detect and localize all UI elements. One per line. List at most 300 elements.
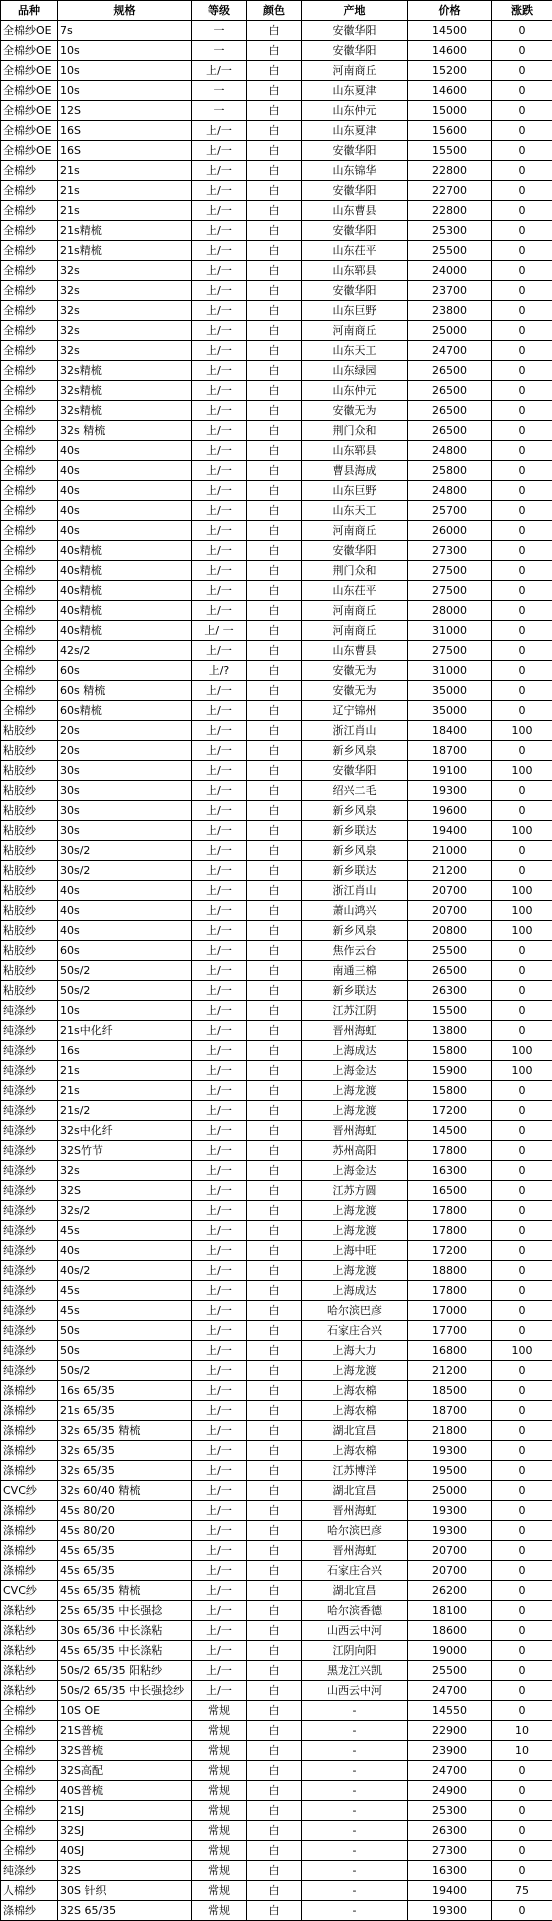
cell-color: 白 (247, 781, 302, 801)
cell-change: 100 (492, 881, 552, 901)
cell-change: 0 (492, 1001, 552, 1021)
cell-change: 0 (492, 681, 552, 701)
cell-change: 0 (492, 1641, 552, 1661)
table-row (1, 121, 552, 141)
cell-change: 0 (492, 1781, 552, 1801)
cell-variety: 全棉纱 (1, 461, 58, 481)
cell-change: 0 (492, 361, 552, 381)
cell-price: 18500 (408, 1381, 492, 1401)
cell-price: 20700 (408, 901, 492, 921)
cell-variety: 粘胶纱 (1, 741, 58, 761)
table-row (1, 841, 552, 861)
cell-origin: 湖北宜昌 (302, 1481, 408, 1501)
cell-variety: 涤棉纱 (1, 1421, 58, 1441)
cell-color: 白 (247, 1261, 302, 1281)
cell-price: 16500 (408, 1181, 492, 1201)
cell-origin: - (302, 1801, 408, 1821)
table-row (1, 621, 552, 641)
cell-variety: 全棉纱 (1, 1741, 58, 1761)
cell-color: 白 (247, 1681, 302, 1701)
cell-price: 15800 (408, 1041, 492, 1061)
table-row (1, 1321, 552, 1341)
table-row (1, 561, 552, 581)
cell-change: 0 (492, 181, 552, 201)
table-row (1, 861, 552, 881)
cell-grade: 上/一 (192, 581, 247, 601)
cell-origin: 山东锦华 (302, 161, 408, 181)
cell-change: 0 (492, 461, 552, 481)
cell-change: 100 (492, 921, 552, 941)
cell-change: 0 (492, 1681, 552, 1701)
cell-variety: 纯涤纱 (1, 1861, 58, 1881)
cell-color: 白 (247, 921, 302, 941)
cell-spec: 30s (58, 801, 192, 821)
cell-origin: 上海成达 (302, 1041, 408, 1061)
cell-change: 0 (492, 1241, 552, 1261)
cell-spec: 21s 65/35 (58, 1401, 192, 1421)
cell-origin: 江苏博洋 (302, 1461, 408, 1481)
cell-change: 0 (492, 401, 552, 421)
cell-change: 100 (492, 821, 552, 841)
cell-color: 白 (247, 81, 302, 101)
cell-price: 25000 (408, 1481, 492, 1501)
cell-origin: - (302, 1901, 408, 1921)
cell-variety: 纯涤纱 (1, 1081, 58, 1101)
cell-spec: 30S 针织 (58, 1881, 192, 1901)
cell-change: 0 (492, 1281, 552, 1301)
cell-origin: 山东巨野 (302, 301, 408, 321)
cell-grade: 一 (192, 21, 247, 41)
cell-variety: 全棉纱 (1, 361, 58, 381)
cell-color: 白 (247, 1181, 302, 1201)
cell-origin: 湖北宜昌 (302, 1581, 408, 1601)
cell-origin: 上海龙渡 (302, 1101, 408, 1121)
cell-change: 0 (492, 1861, 552, 1881)
cell-origin: 焦作云台 (302, 941, 408, 961)
cell-spec: 40s/2 (58, 1261, 192, 1281)
cell-change: 0 (492, 1821, 552, 1841)
cell-grade: 上/一 (192, 361, 247, 381)
cell-grade: 常规 (192, 1801, 247, 1821)
table-row (1, 981, 552, 1001)
cell-spec: 32s 60/40 精梳 (58, 1481, 192, 1501)
cell-change: 0 (492, 1161, 552, 1181)
cell-origin: 上海龙渡 (302, 1201, 408, 1221)
cell-color: 白 (247, 321, 302, 341)
cell-color: 白 (247, 1401, 302, 1421)
cell-grade: 上/一 (192, 281, 247, 301)
table-header (1, 1, 552, 21)
cell-origin: 石家庄合兴 (302, 1561, 408, 1581)
table-row (1, 1101, 552, 1121)
table-row (1, 401, 552, 421)
table-row (1, 1661, 552, 1681)
cell-origin: 安徽华阳 (302, 181, 408, 201)
table-row (1, 81, 552, 101)
cell-price: 25300 (408, 221, 492, 241)
cell-price: 25500 (408, 1661, 492, 1681)
cell-color: 白 (247, 1121, 302, 1141)
cell-change: 0 (492, 481, 552, 501)
table-row (1, 1561, 552, 1581)
cell-price: 26200 (408, 1581, 492, 1601)
cell-change: 75 (492, 1881, 552, 1901)
cell-variety: 纯涤纱 (1, 1101, 58, 1121)
table-row (1, 1701, 552, 1721)
cell-variety: 全棉纱 (1, 701, 58, 721)
cell-change: 0 (492, 81, 552, 101)
cell-change: 0 (492, 1021, 552, 1041)
cell-change: 0 (492, 961, 552, 981)
cell-color: 白 (247, 1581, 302, 1601)
cell-color: 白 (247, 1521, 302, 1541)
cell-color: 白 (247, 1701, 302, 1721)
table-row (1, 1381, 552, 1401)
table-row (1, 761, 552, 781)
cell-grade: 上/一 (192, 761, 247, 781)
cell-grade: 上/ 一 (192, 621, 247, 641)
cell-variety: 全棉纱 (1, 601, 58, 621)
cell-change: 0 (492, 1501, 552, 1521)
table-row (1, 1761, 552, 1781)
cell-origin: 萧山鸿兴 (302, 901, 408, 921)
table-row (1, 361, 552, 381)
cell-origin: 荆门众和 (302, 421, 408, 441)
cell-variety: 全棉纱 (1, 481, 58, 501)
cell-change: 0 (492, 441, 552, 461)
cell-grade: 上/一 (192, 1521, 247, 1541)
table-row (1, 1361, 552, 1381)
cell-spec: 21S普梳 (58, 1721, 192, 1741)
cell-spec: 40s (58, 441, 192, 461)
cell-origin: - (302, 1821, 408, 1841)
cell-price: 15000 (408, 101, 492, 121)
cell-price: 27300 (408, 541, 492, 561)
cell-grade: 上/一 (192, 221, 247, 241)
cell-color: 白 (247, 1381, 302, 1401)
cell-change: 100 (492, 721, 552, 741)
cell-color: 白 (247, 1461, 302, 1481)
cell-spec: 40s精梳 (58, 621, 192, 641)
table-row (1, 921, 552, 941)
cell-color: 白 (247, 341, 302, 361)
cell-grade: 上/一 (192, 1061, 247, 1081)
cell-grade: 上/一 (192, 1041, 247, 1061)
table-row (1, 1261, 552, 1281)
cell-variety: 粘胶纱 (1, 761, 58, 781)
cell-origin: 安徽无为 (302, 401, 408, 421)
cell-grade: 上/一 (192, 881, 247, 901)
table-row (1, 901, 552, 921)
cell-origin: 石家庄合兴 (302, 1321, 408, 1341)
cell-origin: 新乡风泉 (302, 741, 408, 761)
cell-price: 27500 (408, 561, 492, 581)
cell-grade: 上/一 (192, 1541, 247, 1561)
cell-color: 白 (247, 1601, 302, 1621)
cell-grade: 上/一 (192, 421, 247, 441)
cell-origin: 山东仲元 (302, 101, 408, 121)
cell-price: 26300 (408, 981, 492, 1001)
cell-variety: 纯涤纱 (1, 1241, 58, 1261)
cell-change: 0 (492, 1441, 552, 1461)
cell-origin: 晋州海虹 (302, 1501, 408, 1521)
cell-grade: 上/一 (192, 901, 247, 921)
cell-variety: 全棉纱 (1, 161, 58, 181)
cell-spec: 32s (58, 301, 192, 321)
table-row (1, 1461, 552, 1481)
cell-variety: 粘胶纱 (1, 941, 58, 961)
cell-variety: 人棉纱 (1, 1881, 58, 1901)
cell-color: 白 (247, 621, 302, 641)
table-row (1, 1281, 552, 1301)
table-row (1, 1141, 552, 1161)
cell-change: 0 (492, 941, 552, 961)
cell-change: 0 (492, 1481, 552, 1501)
cell-price: 15500 (408, 1001, 492, 1021)
cell-price: 24700 (408, 1681, 492, 1701)
table-row (1, 961, 552, 981)
cell-change: 0 (492, 1121, 552, 1141)
table-row (1, 1481, 552, 1501)
cell-variety: 全棉纱 (1, 1801, 58, 1821)
cell-grade: 上/一 (192, 1601, 247, 1621)
table-row (1, 1241, 552, 1261)
cell-color: 白 (247, 721, 302, 741)
cell-variety: 全棉纱 (1, 1821, 58, 1841)
cell-color: 白 (247, 1001, 302, 1021)
cell-price: 26500 (408, 961, 492, 981)
cell-grade: 上/一 (192, 1081, 247, 1101)
cell-change: 0 (492, 1301, 552, 1321)
cell-variety: 全棉纱OE (1, 121, 58, 141)
cell-spec: 16S (58, 141, 192, 161)
table-row (1, 281, 552, 301)
cell-variety: 粘胶纱 (1, 881, 58, 901)
cell-price: 17800 (408, 1141, 492, 1161)
cell-spec: 50s/2 65/35 中长强捻纱 (58, 1681, 192, 1701)
cell-variety: 粘胶纱 (1, 841, 58, 861)
cell-variety: 全棉纱 (1, 181, 58, 201)
cell-grade: 上/一 (192, 861, 247, 881)
cell-grade: 上/一 (192, 1401, 247, 1421)
cell-variety: 纯涤纱 (1, 1121, 58, 1141)
cell-change: 0 (492, 1421, 552, 1441)
cell-grade: 上/一 (192, 1661, 247, 1681)
cell-spec: 45s (58, 1221, 192, 1241)
cell-color: 白 (247, 1641, 302, 1661)
cell-variety: 涤棉纱 (1, 1541, 58, 1561)
cell-color: 白 (247, 181, 302, 201)
header-row (1, 1, 552, 21)
table-row (1, 1021, 552, 1041)
table-row (1, 161, 552, 181)
cell-change: 0 (492, 1261, 552, 1281)
cell-spec: 32S 65/35 (58, 1901, 192, 1921)
table-row (1, 241, 552, 261)
cell-spec: 45s 65/35 精梳 (58, 1581, 192, 1601)
table-row (1, 681, 552, 701)
cell-variety: 纯涤纱 (1, 1041, 58, 1061)
cell-grade: 上/一 (192, 1261, 247, 1281)
cell-origin: - (302, 1741, 408, 1761)
cell-color: 白 (247, 1221, 302, 1241)
cell-price: 20700 (408, 1541, 492, 1561)
cell-price: 35000 (408, 701, 492, 721)
cell-color: 白 (247, 1861, 302, 1881)
cell-origin: 江苏江阴 (302, 1001, 408, 1021)
cell-color: 白 (247, 161, 302, 181)
cell-origin: 安徽无为 (302, 661, 408, 681)
cell-spec: 40s精梳 (58, 581, 192, 601)
cell-change: 0 (492, 621, 552, 641)
cell-variety: 全棉纱 (1, 241, 58, 261)
cell-origin: 晋州海虹 (302, 1541, 408, 1561)
cell-color: 白 (247, 901, 302, 921)
cell-color: 白 (247, 221, 302, 241)
cell-color: 白 (247, 1441, 302, 1461)
cell-color: 白 (247, 761, 302, 781)
cell-origin: 山东郓县 (302, 441, 408, 461)
cell-variety: 纯涤纱 (1, 1261, 58, 1281)
cell-change: 0 (492, 521, 552, 541)
cell-variety: 涤棉纱 (1, 1461, 58, 1481)
cell-origin: 绍兴二毛 (302, 781, 408, 801)
cell-color: 白 (247, 1361, 302, 1381)
header-variety: 品种 (1, 1, 58, 21)
cell-variety: 全棉纱OE (1, 81, 58, 101)
cell-change: 0 (492, 1221, 552, 1241)
cell-price: 17200 (408, 1101, 492, 1121)
table-row (1, 581, 552, 601)
cell-origin: 山东天工 (302, 501, 408, 521)
cell-price: 22800 (408, 201, 492, 221)
cell-variety: 全棉纱 (1, 541, 58, 561)
cell-change: 100 (492, 1041, 552, 1061)
cell-spec: 50s (58, 1321, 192, 1341)
cell-color: 白 (247, 821, 302, 841)
cell-origin: 浙江肖山 (302, 881, 408, 901)
cell-grade: 上/一 (192, 821, 247, 841)
cell-spec: 21s中化纤 (58, 1021, 192, 1041)
cell-grade: 常规 (192, 1781, 247, 1801)
cell-variety: 全棉纱OE (1, 41, 58, 61)
header-price: 价格 (408, 1, 492, 21)
cell-price: 14550 (408, 1701, 492, 1721)
cell-grade: 上/一 (192, 961, 247, 981)
table-row (1, 1821, 552, 1841)
table-row (1, 1041, 552, 1061)
cell-color: 白 (247, 1541, 302, 1561)
cell-spec: 32s (58, 1161, 192, 1181)
table-row (1, 1581, 552, 1601)
cell-origin: 山东绿园 (302, 361, 408, 381)
cell-spec: 16s (58, 1041, 192, 1061)
cell-change: 0 (492, 321, 552, 341)
cell-spec: 45s 65/35 (58, 1561, 192, 1581)
cell-origin: 山东仲元 (302, 381, 408, 401)
table-row (1, 661, 552, 681)
cell-variety: 纯涤纱 (1, 1281, 58, 1301)
cell-grade: 上/一 (192, 1501, 247, 1521)
cell-origin: - (302, 1861, 408, 1881)
cell-spec: 32s (58, 261, 192, 281)
cell-change: 0 (492, 1601, 552, 1621)
cell-price: 15200 (408, 61, 492, 81)
cell-price: 17000 (408, 1301, 492, 1321)
cell-spec: 40s精梳 (58, 601, 192, 621)
cell-change: 0 (492, 601, 552, 621)
cell-variety: 全棉纱 (1, 521, 58, 541)
cell-change: 0 (492, 1541, 552, 1561)
cell-grade: 上/一 (192, 141, 247, 161)
cell-origin: 安徽华阳 (302, 41, 408, 61)
cell-color: 白 (247, 121, 302, 141)
table-row (1, 1721, 552, 1741)
cell-variety: 全棉纱OE (1, 61, 58, 81)
cell-origin: 新乡风泉 (302, 801, 408, 821)
cell-origin: - (302, 1701, 408, 1721)
cell-price: 16300 (408, 1161, 492, 1181)
cell-color: 白 (247, 381, 302, 401)
cell-origin: 上海龙渡 (302, 1081, 408, 1101)
cell-price: 21200 (408, 861, 492, 881)
cell-price: 23800 (408, 301, 492, 321)
cell-grade: 上/一 (192, 1121, 247, 1141)
cell-change: 0 (492, 1761, 552, 1781)
cell-spec: 40s精梳 (58, 561, 192, 581)
cell-change: 0 (492, 1801, 552, 1821)
cell-grade: 常规 (192, 1701, 247, 1721)
cell-price: 17200 (408, 1241, 492, 1261)
cell-color: 白 (247, 1161, 302, 1181)
cell-grade: 上/一 (192, 1341, 247, 1361)
cell-spec: 32S (58, 1861, 192, 1881)
table-row (1, 1861, 552, 1881)
cell-variety: 粘胶纱 (1, 981, 58, 1001)
cell-price: 18700 (408, 1401, 492, 1421)
cell-color: 白 (247, 61, 302, 81)
cell-origin: 山东夏津 (302, 121, 408, 141)
cell-change: 0 (492, 1841, 552, 1861)
cell-price: 17800 (408, 1281, 492, 1301)
cell-color: 白 (247, 41, 302, 61)
cell-spec: 50s/2 (58, 981, 192, 1001)
cell-spec: 20s (58, 721, 192, 741)
cell-color: 白 (247, 1561, 302, 1581)
cell-grade: 上/一 (192, 1321, 247, 1341)
cell-grade: 上/一 (192, 541, 247, 561)
cell-spec: 40s (58, 881, 192, 901)
table-row (1, 941, 552, 961)
table-body (1, 21, 552, 1921)
cell-color: 白 (247, 681, 302, 701)
cell-grade: 上/一 (192, 241, 247, 261)
cell-variety: 全棉纱 (1, 221, 58, 241)
cell-spec: 16S (58, 121, 192, 141)
cell-price: 23700 (408, 281, 492, 301)
cell-variety: 粘胶纱 (1, 721, 58, 741)
table-row (1, 801, 552, 821)
cell-origin: 南通三棉 (302, 961, 408, 981)
cell-spec: 32s/2 (58, 1201, 192, 1221)
cell-grade: 上/一 (192, 1001, 247, 1021)
cell-grade: 常规 (192, 1721, 247, 1741)
cell-color: 白 (247, 1021, 302, 1041)
cell-color: 白 (247, 1241, 302, 1261)
cell-grade: 常规 (192, 1881, 247, 1901)
cell-price: 20800 (408, 921, 492, 941)
cell-price: 19000 (408, 1641, 492, 1661)
